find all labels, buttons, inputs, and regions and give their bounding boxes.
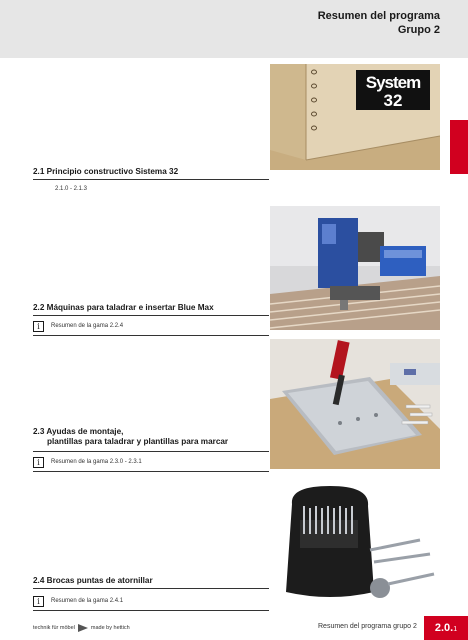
section-2-1-title: 2.1 Principio constructivo Sistema 32 bbox=[33, 167, 179, 176]
section-2-3-title-line1: 2.3 Ayudas de montaje, bbox=[33, 427, 124, 436]
section-2-2-title: 2.2 Máquinas para taladrar e insertar Blue Max bbox=[33, 303, 214, 312]
page-title-line1: Resumen del programa bbox=[317, 10, 440, 22]
system-32-logo bbox=[356, 70, 430, 110]
info-icon[interactable]: i bbox=[33, 321, 44, 332]
blue-max-drilling-machine-photo bbox=[270, 206, 440, 330]
hettich-footer-brand bbox=[33, 624, 130, 632]
brand-text-right: made by hettich bbox=[90, 625, 130, 631]
section-2-3-info[interactable] bbox=[33, 455, 142, 469]
svg-text:System: System bbox=[365, 73, 421, 92]
page-title-line2: Grupo 2 bbox=[397, 24, 440, 36]
section-2-4-divider bbox=[33, 588, 269, 589]
section-2-2-info-divider bbox=[33, 335, 269, 336]
system-32-cabinet-photo bbox=[270, 64, 440, 170]
info-icon[interactable]: i bbox=[33, 457, 44, 468]
drilling-template-photo bbox=[270, 339, 440, 469]
drill-bit-set-photo bbox=[270, 476, 440, 606]
section-2-4-info-divider bbox=[33, 610, 269, 611]
info-icon[interactable]: i bbox=[33, 596, 44, 607]
section-2-4-title: 2.4 Brocas puntas de atornillar bbox=[33, 576, 153, 585]
footer-section-label: Resumen del programa grupo 2 bbox=[318, 623, 417, 630]
section-2-3-divider bbox=[33, 451, 269, 452]
hettich-logo-icon bbox=[78, 624, 88, 632]
section-2-1-subtitle: 2.1.0 - 2.1.3 bbox=[55, 186, 88, 192]
section-2-3-title bbox=[33, 427, 228, 447]
page-number-suffix: 1 bbox=[453, 626, 458, 633]
section-2-3-info-text: Resumen de la gama 2.3.0 - 2.3.1 bbox=[51, 459, 142, 465]
section-2-4-info[interactable] bbox=[33, 594, 123, 608]
section-tab-marker bbox=[450, 120, 468, 174]
page-title bbox=[318, 9, 440, 37]
section-2-2-divider bbox=[33, 315, 269, 316]
svg-text:32: 32 bbox=[383, 91, 403, 110]
cabinet-illustration bbox=[270, 64, 440, 170]
section-2-4-info-text: Resumen de la gama 2.4.1 bbox=[51, 598, 124, 604]
section-2-2-info[interactable] bbox=[33, 319, 123, 333]
page-number: 2.0. bbox=[434, 622, 454, 634]
brand-text-left: technik für möbel bbox=[33, 625, 75, 631]
section-2-2-info-text: Resumen de la gama 2.2.4 bbox=[51, 323, 124, 329]
section-2-3-title-line2: plantillas para taladrar y plantillas para marcar bbox=[47, 437, 229, 446]
section-2-3-info-divider bbox=[33, 471, 269, 472]
page-number-badge bbox=[424, 616, 468, 640]
section-2-1-divider bbox=[33, 179, 269, 180]
